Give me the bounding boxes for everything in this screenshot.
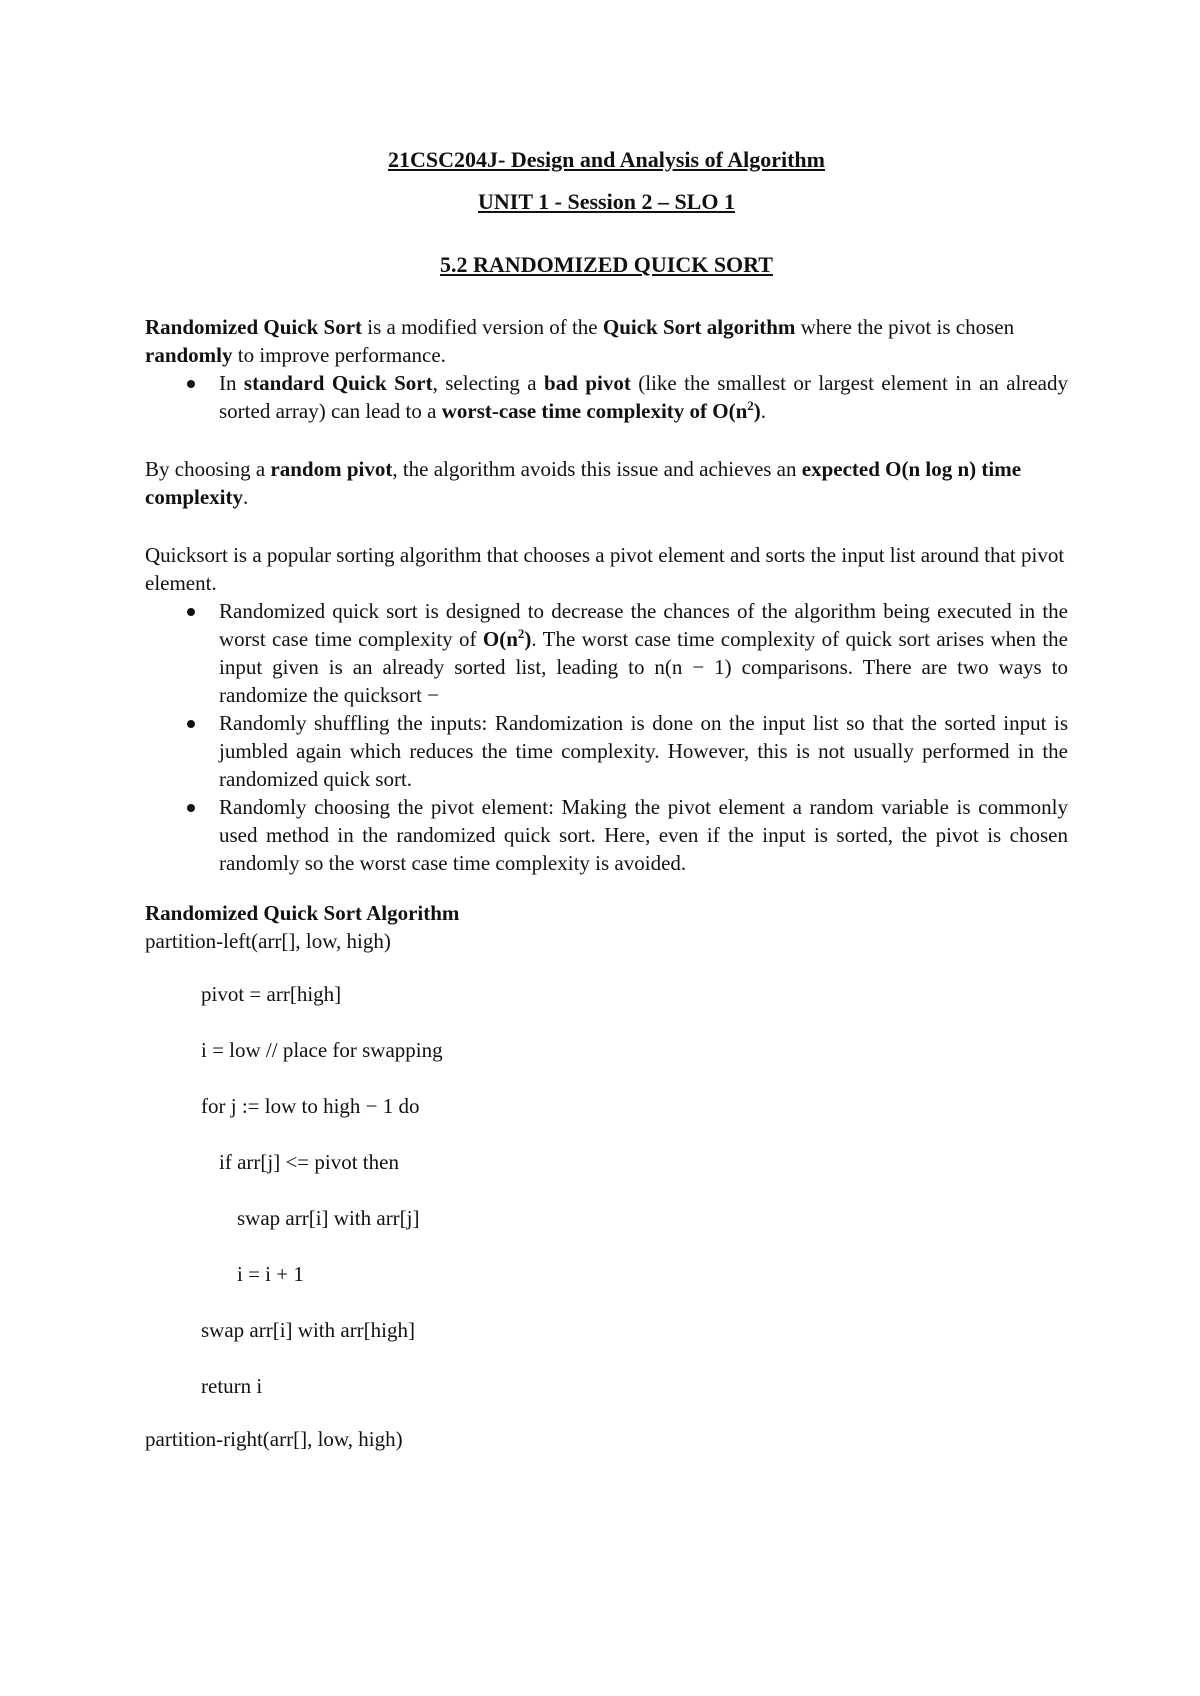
list-item: Randomized quick sort is designed to decrease the chances of the algorithm being executed in the worst case time complexity of $O(n^2)$. The worst case time complexity of quick sort arises when the input given is an already sorted list, leading to n(n − 1) comparisons. There are two ways to randomize the quicksort − — [145, 597, 1068, 709]
section-title: 5.2 RANDOMIZED QUICK SORT — [440, 252, 773, 277]
pseudocode-block — [145, 980, 1068, 1400]
random-pivot-paragraph: By choosing a random pivot, the algorithm avoids this issue and achieves an expected O(n log n) time complexity. — [145, 457, 1022, 509]
quicksort-paragraph: Quicksort is a popular sorting algorithm that chooses a pivot element and sorts the input list around that pivot element. — [145, 543, 1065, 595]
code-line: swap arr[i] with arr[high] — [201, 1318, 415, 1342]
list-item: In standard Quick Sort, selecting a bad pivot (like the smallest or largest element in an already sorted array) can lead to a worst-case time complexity of $O(n^2)$. — [145, 369, 1068, 425]
algorithm-heading: Randomized Quick Sort Algorithm — [145, 901, 460, 925]
course-title: 21CSC204J- Design and Analysis of Algorithm — [387, 147, 825, 172]
code-line: i = low // place for swapping — [201, 1038, 443, 1062]
code-line: swap arr[i] with arr[j] — [237, 1206, 420, 1230]
code-line: for j := low to high − 1 do — [201, 1094, 420, 1118]
intro-paragraph: Randomized Quick Sort is a modified version of the Quick Sort algorithm where the pivot is chosen randomly to improve performance. — [145, 315, 1015, 367]
code-line: return i — [201, 1374, 263, 1398]
code-line: if arr[j] <= pivot then — [219, 1150, 399, 1174]
code-line: pivot = arr[high] — [201, 982, 342, 1006]
partition-right-signature: partition-right(arr[], low, high) — [145, 1427, 403, 1451]
bullet-list-2 — [145, 597, 1068, 877]
algorithm-signature: partition-left(arr[], low, high) — [145, 929, 391, 953]
bullet-list-1 — [145, 369, 1068, 425]
code-line: i = i + 1 — [237, 1262, 304, 1286]
list-item: Randomly choosing the pivot element: Making the pivot element a random variable is commonly used method in the randomized quick sort. Here, even if the input is sorted, the pivot is chosen randomly so the worst case time complexity is avoided. — [145, 793, 1068, 877]
unit-title: UNIT 1 - Session 2 – SLO 1 — [478, 189, 735, 214]
list-item: Randomly shuffling the inputs: Randomization is done on the input list so that the sorted input is jumbled again which reduces the time complexity. However, this is not usually performed in the randomized quick sort. — [145, 709, 1068, 793]
